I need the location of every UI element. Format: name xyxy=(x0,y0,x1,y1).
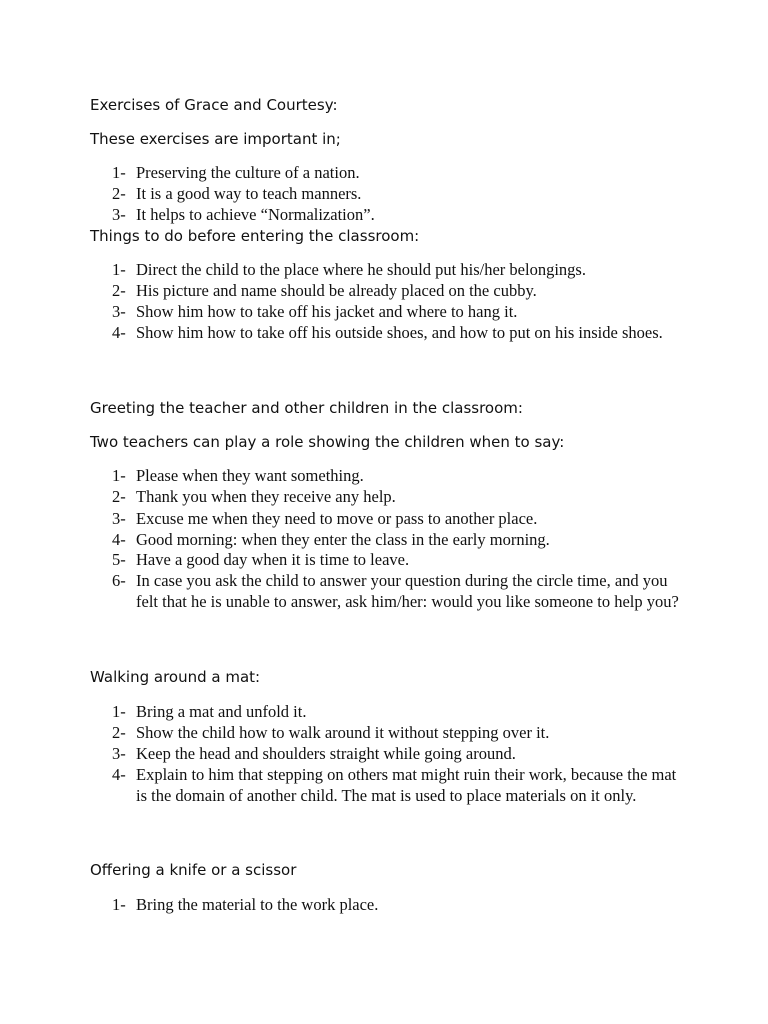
list-text: His picture and name should be already placed on the cubby. xyxy=(136,281,537,300)
list-text: Have a good day when it is time to leave. xyxy=(136,550,410,569)
list-number: 1- xyxy=(112,466,126,485)
list-text: In case you ask the child to answer your question during the circle time, and you felt that he is unable to answer, ask him/her: would you like someone to help you? xyxy=(136,571,679,611)
list-item xyxy=(112,322,682,343)
list-number: 2- xyxy=(112,281,126,300)
list-number: 2- xyxy=(112,184,126,203)
list-item xyxy=(112,280,682,301)
list-number: 4- xyxy=(112,530,126,549)
section-heading: Exercises of Grace and Courtesy: xyxy=(90,96,338,114)
list-number: 3- xyxy=(112,744,126,763)
list-item xyxy=(112,183,682,204)
list-item xyxy=(112,743,682,764)
list-number: 5- xyxy=(112,550,126,569)
section-heading: Things to do before entering the classroom: xyxy=(90,227,420,245)
list-item xyxy=(112,529,682,550)
list-number: 1- xyxy=(112,702,126,721)
list-text: It helps to achieve “Normalization”. xyxy=(136,205,375,224)
list-text: Show him how to take off his outside shoes, and how to put on his inside shoes. xyxy=(136,323,663,342)
section-heading: Walking around a mat: xyxy=(90,668,261,686)
list-text: Excuse me when they need to move or pass to another place. xyxy=(136,509,538,528)
list-text: Bring the material to the work place. xyxy=(136,895,379,914)
list-text: Please when they want something. xyxy=(136,466,364,485)
list-text: Show him how to take off his jacket and where to hang it. xyxy=(136,302,518,321)
list-item xyxy=(112,259,682,280)
list-text: Show the child how to walk around it without stepping over it. xyxy=(136,723,550,742)
list-item xyxy=(112,722,682,743)
list-text: Keep the head and shoulders straight while going around. xyxy=(136,744,516,763)
list-number: 3- xyxy=(112,509,126,528)
list-text: Preserving the culture of a nation. xyxy=(136,163,360,182)
list-text: Bring a mat and unfold it. xyxy=(136,702,307,721)
list-number: 4- xyxy=(112,765,126,784)
list-item xyxy=(112,570,682,612)
list-text: Direct the child to the place where he should put his/her belongings. xyxy=(136,260,586,279)
section-intro: Two teachers can play a role showing the children when to say: xyxy=(90,433,565,451)
list-item xyxy=(112,486,682,507)
list-number: 6- xyxy=(112,571,126,590)
list-number: 1- xyxy=(112,163,126,182)
list-number: 1- xyxy=(112,260,126,279)
section-heading: Offering a knife or a scissor xyxy=(90,861,297,879)
list-text: Explain to him that stepping on others mat might ruin their work, because the mat is the domain of another child. The mat is used to place materials on it only. xyxy=(136,765,677,805)
list-number: 4- xyxy=(112,323,126,342)
section-intro: These exercises are important in; xyxy=(90,130,341,148)
list-text: It is a good way to teach manners. xyxy=(136,184,362,203)
list-item xyxy=(112,549,682,570)
list-item xyxy=(112,508,682,529)
list-number: 1- xyxy=(112,895,126,914)
list-number: 3- xyxy=(112,302,126,321)
list-item xyxy=(112,465,682,486)
list-text: Thank you when they receive any help. xyxy=(136,487,396,506)
list-text: Good morning: when they enter the class in the early morning. xyxy=(136,530,550,549)
list-item xyxy=(112,162,682,183)
list-number: 3- xyxy=(112,205,126,224)
list-item xyxy=(112,764,682,806)
section-heading: Greeting the teacher and other children in the classroom: xyxy=(90,399,523,417)
list-item xyxy=(112,894,682,915)
list-item xyxy=(112,701,682,722)
list-item xyxy=(112,204,682,225)
list-number: 2- xyxy=(112,487,126,506)
list-item xyxy=(112,301,682,322)
list-number: 2- xyxy=(112,723,126,742)
